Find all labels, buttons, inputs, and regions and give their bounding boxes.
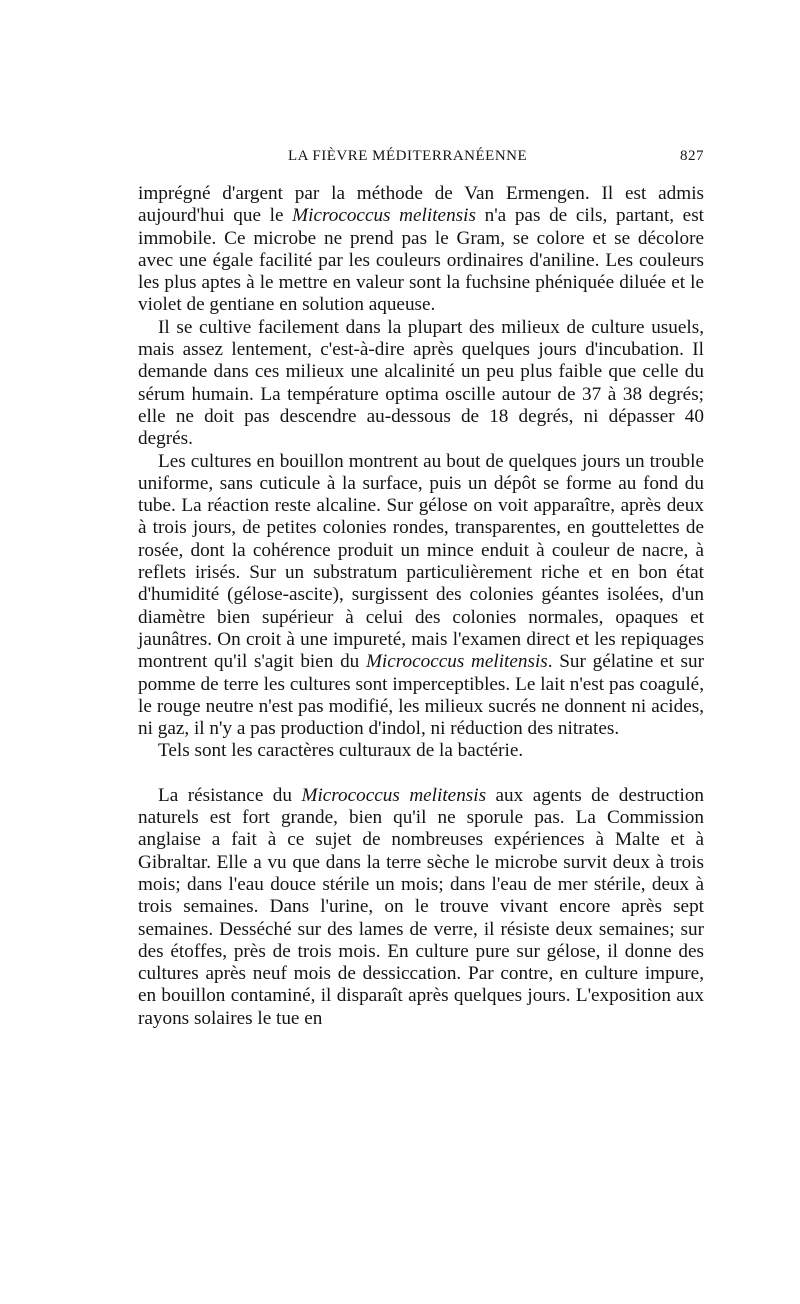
text-run: imprégné d'argent par la méthode de Van Ermengen. Il est admis aujourd'hui que le <box>138 183 704 227</box>
paragraph <box>138 183 704 317</box>
species-name: Micrococcus melitensis <box>365 651 548 673</box>
text-run: . Sur gélatine et sur pomme de terre les cultures sont imperceptibles. Le lait n'est pas coagulé, le rouge neutre n'est pas modifié, les milieux sucrés ne donnent ni acides, ni gaz, il n'y a pas production d'indol, ni réduction des nitrates. <box>138 651 705 740</box>
text-run: Il se cultive facilement dans la plupart des milieux de culture usuels, mais assez lentement, c'est-à-dire après quelques jours d'incubation. Il demande dans ces milieux une alcalinité un peu plus faible que celle du sérum humain. La température optima oscille autour de 37 à 38 degrés; elle ne doit pas descendre au-dessous de 18 degrés, ni dépasser 40 degrés. <box>138 316 704 450</box>
body-text <box>138 183 704 1030</box>
species-name: Micrococcus melitensis <box>292 205 476 227</box>
paragraph <box>138 317 704 451</box>
running-head <box>138 148 704 170</box>
species-name: Micrococcus melitensis <box>301 784 487 806</box>
running-title: LA FIÈVRE MÉDITERRANÉENNE <box>288 148 528 164</box>
text-run: Tels sont les caractères culturaux de la bactérie. <box>158 740 524 762</box>
text-run: Les cultures en bouillon montrent au bout de quelques jours un trouble uniforme, sans cuticule à la surface, puis un dépôt se forme au fond du tube. La réaction reste alcaline. Sur gélose on voit apparaître, après deux à trois jours, de petites colonies rondes, transparentes, en gouttelettes de rosée, dont la cohérence produit un mince enduit à couleur de nacre, à reflets irisés. Sur un substratum particulièrement riche et en bon état d'humidité (gélose-ascite), surgissent des colonies géantes isolées, d'un diamètre bien supérieur à celui des colonies normales, opaques et jaunâtres. On croit à une impureté, mais l'examen direct et les repiquages montrent qu'il s'agit bien du <box>138 450 704 673</box>
text-run: n'a pas de cils, partant, est immobile. Ce microbe ne prend pas le Gram, se colore et se décolore avec une égale facilité par les couleurs ordinaires d'aniline. Les couleurs les plus aptes à le mettre en valeur sont la fuchsine phéniquée diluée et le violet de gentiane en solution aqueuse. <box>138 205 705 316</box>
paragraph <box>138 740 704 762</box>
paragraph <box>138 785 704 1030</box>
text-run: La résistance du <box>158 784 302 806</box>
page-number: 827 <box>680 148 704 164</box>
paragraph <box>138 451 704 741</box>
text-run: aux agents de destruction naturels est fort grande, bien qu'il ne sporule pas. La Commission anglaise a fait à ce sujet de nombreuses expériences à Malte et à Gibraltar. Elle a vu que dans la terre sèche le microbe survit deux à trois mois; dans l'eau douce stérile un mois; dans l'eau de mer stérile, deux à trois semaines. Dans l'urine, on le trouve vivant encore après sept semaines. Desséché sur des lames de verre, il résiste deux semaines; sur des étoffes, près de trois mois. En culture pure sur gélose, il donne des cultures après neuf mois de dessiccation. Par contre, en culture impure, en bouillon contaminé, il disparaît après quelques jours. L'exposition aux rayons solaires le tue en <box>138 784 705 1029</box>
